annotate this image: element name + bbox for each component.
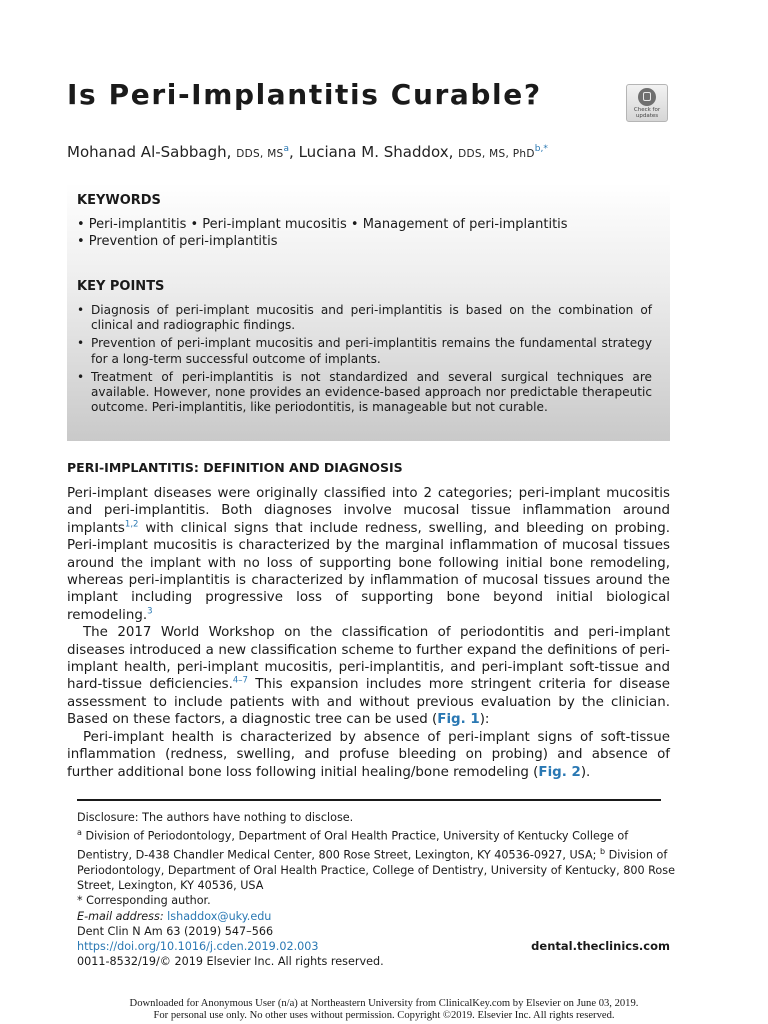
journal-citation: Dent Clin N Am 63 (2019) 547–566 [77,925,274,938]
affiliations: $^a$ Division of Periodontology, Department of Oral Health Practice, University of Kentucky College of Dentistry, D-438 Chandler Medical Center, 800 Rose Street, Lexington, KY 40536-0927, USA; $^b$ Division of Periodontology, Department of Oral Health Practice, College of Dentistry, University of Kentucky, 800 Rose Street, Lexington, KY 40536, USA [77,828,675,893]
paragraph-2: The 2017 World Workshop on the classification of periodontitis and peri-implant diseases introduced a new classification scheme to further expand the definitions of peri-implant health, peri-implant mucositis, peri-implantitis, and peri-implant soft-tissue and hard-tissue deficiencies.$^{4-7}$ This expansion includes more stringent criteria for disease assessment to include patients with and without previous evaluation by the clinician. Based on these factors, a diagnostic tree can be used (Fig. 1): [67,625,671,728]
copyright-line: 0011-8532/19/© 2019 Elsevier Inc. All rights reserved. [77,955,384,969]
article-title: Is Peri-Implantitis Curable? [67,78,542,111]
key-point-item: • Diagnosis of peri-implant mucositis and peri-implantitis is based on the combination of clinical and radiographic findings. [77,303,652,333]
keywords-line-2: • Prevention of peri-implantitis [77,234,278,249]
paragraph-3: Peri-implant health is characterized by absence of peri-implant signs of soft-tissue inflammation (redness, swelling, and profuse bleeding on probing) and absence of further additional bone loss following initial healing/bone remodeling (Fig. 2). [67,729,670,780]
key-point-item: • Treatment of peri-implantitis is not standardized and several surgical techniques are available. However, none provides an evidence-based approach nor predictable therapeutic outcome. Peri-implantitis, like periodontitis, is manageable but not curable. [77,370,652,416]
author-1-affiliation-link[interactable]: a [283,144,290,154]
section-heading: PERI-IMPLANTITIS: DEFINITION AND DIAGNOSIS [67,460,403,475]
author-2-degrees: DDS, MS, PhD [458,148,535,160]
author-1-name: Mohanad Al-Sabbagh, [67,143,232,161]
article-body [67,485,670,781]
keywords-keypoints-box [67,183,670,441]
keywords-heading: KEYWORDS [77,193,161,208]
crossmark-icon [638,88,656,106]
email-link[interactable]: lshaddox@uky.edu [167,909,272,923]
citation-block [77,924,384,970]
reference-link[interactable]: 1,2 [124,519,139,530]
reference-link[interactable]: 4–7 [232,676,248,686]
download-notice: Downloaded for Anonymous User (n/a) at Northeastern University from ClinicalKey.com by Elsevier on June 03, 2019. For personal use only. No other uses without permission. Copyright ©2019. Elsevier Inc. All rights reserved. [129,998,639,1021]
key-points-heading: KEY POINTS [77,279,165,294]
crossmark-label: Check for updates [633,107,661,119]
key-points-list [77,303,652,418]
keywords-line-1: • Peri-implantitis • Peri-implant mucositis • Management of peri-implantitis [77,217,568,232]
figure-1-link[interactable]: Fig. 1 [437,712,480,728]
footnote-divider [77,799,661,801]
author-2-affiliation-link[interactable]: b,* [534,144,548,154]
author-1-degrees: DDS, MS [236,148,284,160]
journal-website: dental.theclinics.com [531,939,670,953]
doi-link[interactable]: https://doi.org/10.1016/j.cden.2019.02.003 [77,940,319,954]
footnotes [77,810,677,924]
reference-link[interactable]: 3 [147,606,153,617]
key-point-item: • Prevention of peri-implant mucositis and peri-implantitis remains the fundamental strategy for a long-term successful outcome of implants. [77,336,652,366]
figure-2-link[interactable]: Fig. 2 [538,764,581,780]
check-for-updates-badge[interactable] [626,84,668,122]
author-line: Mohanad Al-Sabbagh, DDS, $MS^a$, Luciana M. Shaddox, DDS, MS, PhD$^{b,*}$ [67,143,548,161]
paragraph-1: Peri-implant diseases were originally classified into 2 categories; peri-implant mucositis and peri-implantitis. Both diagnoses involve mucosal tissue inflammation around implants$^{1,2}$ with clinical signs that include redness, swelling, and bleeding on probing. Peri-implant mucositis is characterized by the marginal inflammation of mucosal tissues around the implant with no loss of supporting bone following initial bone remodeling, whereas peri-implantitis is characterized by inflammation of mucosal tissues around the implant including progressive loss of supporting bone beyond initial biological remodeling.$^3$ [67,486,670,623]
email-line: E-mail address: lshaddox@uky.edu [77,909,272,923]
disclosure-note: Disclosure: The authors have nothing to disclose. [77,811,354,824]
author-2-name: Luciana M. Shaddox, [298,143,454,161]
corresponding-author-note: * Corresponding author. [77,894,211,908]
